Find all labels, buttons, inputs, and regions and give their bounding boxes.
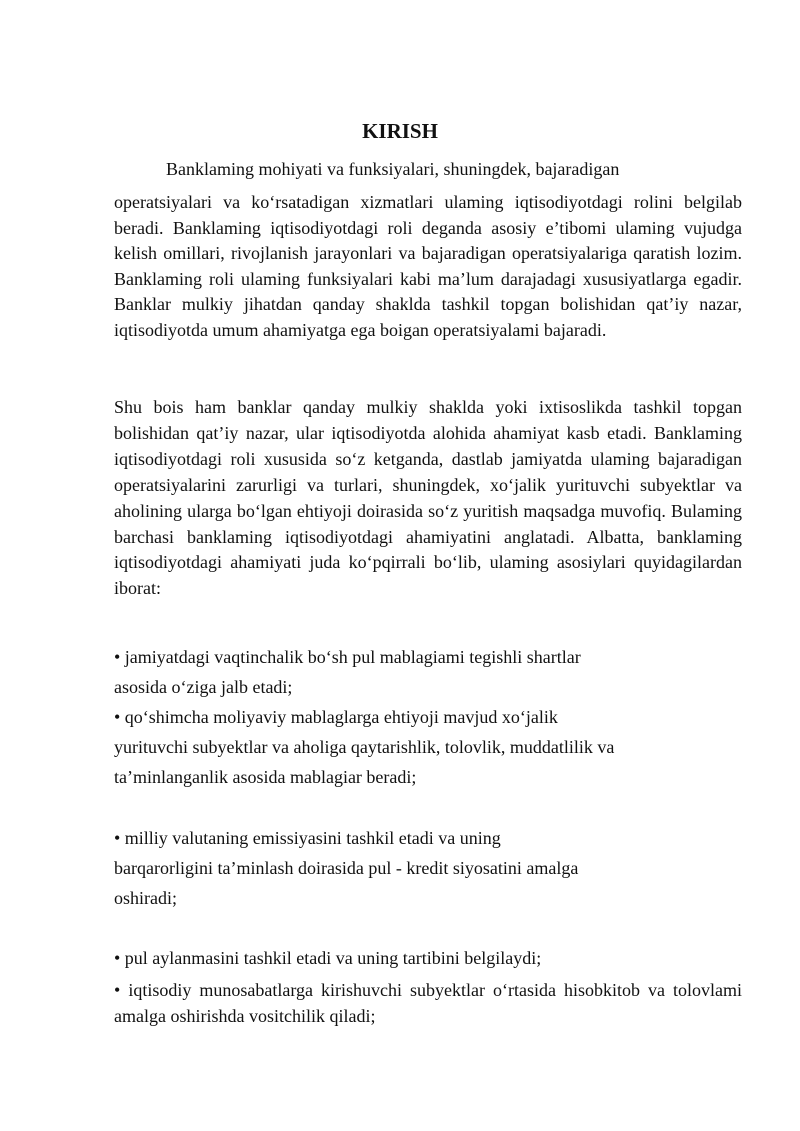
bullet-item (114, 642, 742, 702)
bullet-line: oshiradi; (114, 888, 177, 908)
document-title: KIRISH (362, 119, 438, 143)
bullet-line: barqarorligini ta’minlash doirasida pul - kredit siyosatini amalga (114, 858, 579, 878)
paragraph-intro-first-line: Banklaming mohiyati va funksiyalari, shuningdek, bajaradigan (166, 159, 620, 179)
bullet-line: • pul aylanmasini tashkil etadi va uning tartibini belgilaydi; (114, 948, 542, 968)
bullet-line: • qo‘shimcha moliyaviy mablaglarga ehtiyoji mavjud xo‘jalik (114, 707, 558, 727)
bullet-item (114, 823, 742, 913)
bullet-item (114, 943, 742, 973)
bullet-line: ta’minlanganlik asosida mablagiar beradi; (114, 767, 417, 787)
bullet-item (114, 977, 742, 1029)
bullet-line: • milliy valutaning emissiyasini tashkil etadi va uning (114, 828, 501, 848)
paragraph-intro (114, 154, 742, 343)
bullet-line: • jamiyatdagi vaqtinchalik bo‘sh pul mablagiami tegishli shartlar (114, 647, 581, 667)
bullet-item (114, 702, 742, 792)
bullet-line: yurituvchi subyektlar va aholiga qaytarishlik, tolovlik, muddatlilik va (114, 737, 615, 757)
bullet-line: asosida o‘ziga jalb etadi; (114, 677, 293, 697)
paragraph-intro-body: operatsiyalari va ko‘rsatadigan xizmatlari ulaming iqtisodiyotdagi rolini belgilab beradi. Banklaming iqtisodiyotdagi roli deganda asosiy e’tibomi ulaming vujudga kelish omillari, rivojlanish jarayonlari va bajaradigan operatsiyalariga qaratish lozim. Banklaming roli ulaming funksiyalari kabi ma’lum darajadagi xususiyatlarga egadir. Banklar mulkiy jihatdan qanday shaklda tashkil topgan bolishidan qat’iy nazar, iqtisodiyotda umum ahamiyatga ega boigan operatsiyalami bajaradi. (114, 192, 742, 340)
paragraph-role: Shu bois ham banklar qanday mulkiy shaklda yoki ixtisoslikda tashkil topgan bolishidan qat’iy nazar, ular iqtisodiyotda alohida ahamiyat kasb etadi. Banklaming iqtisodiyotdagi roli xususida so‘z ketganda, dastlab jamiyatda ulaming bajaradigan operatsiyalarini zarurligi va turlari, shuningdek, xo‘jalik yurituvchi subyektlar va aholining ularga bo‘lgan ehtiyoji doirasida so‘z yuritish maqsadga muvofiq. Bulaming barchasi banklaming iqtisodiyotdagi ahamiyatini anglatadi. Albatta, banklaming iqtisodiyotdagi ahamiyati juda ko‘pqirrali bo‘lib, ulaming asosiylari quyidagilardan iborat: (114, 397, 742, 599)
bullet-line: • iqtisodiy munosabatlarga kirishuvchi subyektlar o‘rtasida hisobkitob va tolovlami amalga oshirishda vositchilik qiladi; (114, 980, 742, 1026)
